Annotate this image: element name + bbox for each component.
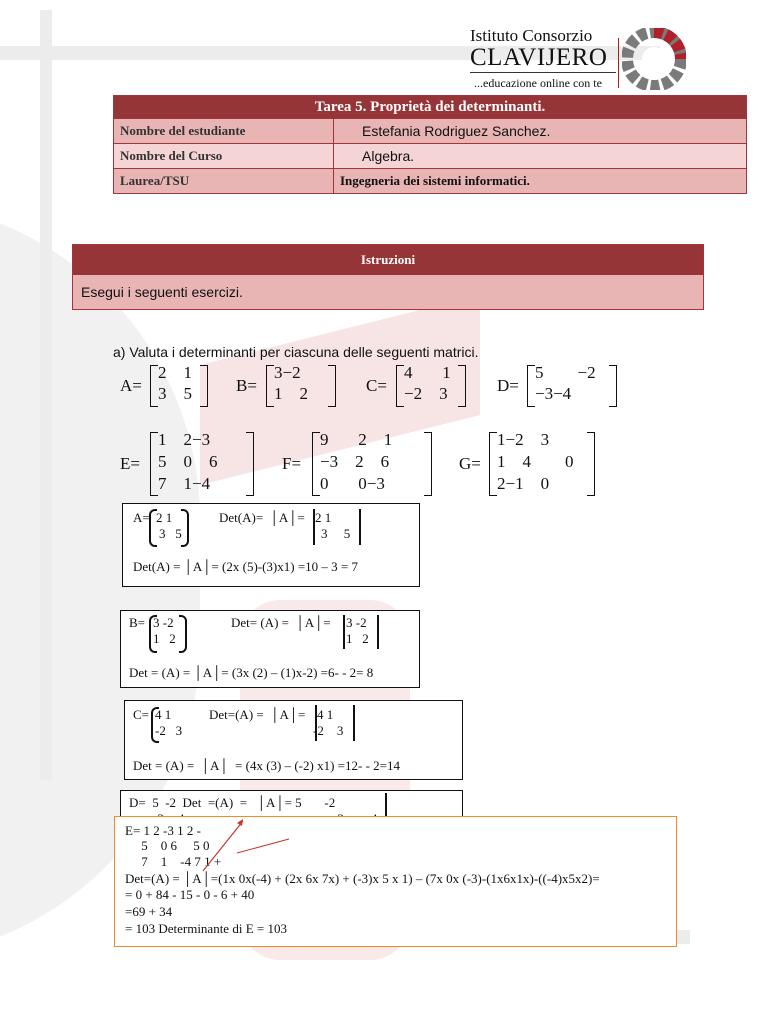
matrix-row: 9 2 1 [320,430,393,449]
answer-text: 4 1 [155,707,172,722]
table-title: Tarea 5. Proprietà dei determinanti. [114,96,747,119]
answer-text: 3 -2 [346,615,367,630]
matrix-label: C= [366,376,387,395]
answer-result: Det(A) = │A│= (2x (5)-(3)x1) =10 – 3 = 7 [133,559,359,574]
matrix-b [236,365,346,407]
answer-text: C= [133,707,150,722]
answer-line: 5 0 6 5 0 [125,838,210,853]
table-row [114,119,747,144]
instructions-body: Esegui i seguenti esercizi. [73,275,703,309]
matrix-row: 0 0−3 [320,474,385,493]
matrix-row: −2 3 [404,384,448,403]
answer-text: 1 2 [153,631,176,646]
matrix-row: 5 −2 [535,363,596,382]
answer-text: A= [133,510,150,525]
logo-divider [618,38,619,88]
matrix-row: −3 2 6 [320,452,390,471]
row-value: Ingegneria dei sistemi informatici. [334,169,747,194]
row-label: Nombre del estudiante [114,119,334,144]
matrix-row: 3 5 [158,384,192,403]
answer-text: 3 -2 [153,615,174,630]
logo-wheel-icon [622,28,686,90]
matrix-label: E= [120,454,140,473]
matrix-a [120,365,220,407]
answer-line: Det=(A) = │A│=(1x 0x(-4) + (2x 6x 7x) + (-3)x 5 x 1) – (7x 0x (-3)-(1x6x1x)-((-4)x5x2)= [125,871,600,886]
matrix-row: −3−4 [535,384,572,403]
answer-box-a [122,503,420,587]
matrix-row: 5 0 6 [158,452,218,471]
matrix-row: 2−1 0 [497,474,550,493]
row-label: Nombre del Curso [114,144,334,169]
answer-line: = 103 Determinante di E = 103 [125,921,287,936]
row-label: Laurea/TSU [114,169,334,194]
matrix-label: G= [459,454,481,473]
answer-text: Det(A)= │A│= [219,510,305,525]
table-row [114,169,747,194]
instructions-header: Istruzioni [73,245,703,275]
answer-line: E= 1 2 -3 1 2 - [125,823,201,838]
answer-box-e [114,816,677,947]
logo-line1: Istituto Consorzio [470,26,593,45]
answer-line: = 0 + 84 - 15 - 0 - 6 + 40 [125,887,255,902]
question-text: a) Valuta i determinanti per ciascuna delle seguenti matrici. [113,344,479,360]
matrix-f [282,432,437,496]
answer-box-b [120,610,420,688]
answer-text: 1 2 [346,631,369,646]
matrix-label: D= [497,376,519,395]
arrow-icon [185,817,325,877]
matrix-label: F= [282,454,302,473]
row-value: Estefania Rodriguez Sanchez. [334,119,747,144]
answer-text: D= 5 -2 Det =(A) = │A│= 5 -2 [129,795,336,810]
logo-name: CLAVIJERO [470,44,608,71]
answer-text: 2 1 [156,510,173,525]
answer-line: =69 + 34 [125,904,173,919]
answer-result: Det = (A) = │A│ = (4x (3) – (-2) x1) =12- - 2=14 [133,758,400,773]
table-row [114,144,747,169]
answer-text: -2 3 [155,723,183,738]
watermark-bar [40,10,52,780]
matrix-label: A= [120,376,142,395]
matrix-row: 1 4 0 [497,452,574,471]
matrix-label: B= [236,376,257,395]
answer-line: 7 1 -4 7 1 + [125,854,222,869]
logo-tagline: ...educazione online con te [474,76,602,90]
matrix-row: 4 1 [404,363,451,382]
matrix-row: 1 2−3 [158,430,211,449]
answer-box-c [124,700,463,780]
matrix-row: 1 2 [274,384,308,403]
answer-text: 2 1 [315,510,332,525]
row-value: Algebra. [334,144,747,169]
answer-result: Det = (A) = │A│= (3x (2) – (1)x-2) =6- - 2= 8 [129,665,374,680]
matrix-row: 7 1−4 [158,474,211,493]
instructions-box [72,244,704,310]
answer-text: Det= (A) = │A│= [231,615,331,630]
matrix-g [459,432,599,496]
matrix-row: 2 1 [158,363,192,382]
answer-text: Det=(A) = │A│= [209,707,306,722]
student-info-table [113,95,747,194]
logo-divider [470,72,616,73]
matrix-c [366,365,476,407]
matrix-d [497,365,622,407]
answer-text: 4 1 [317,707,334,722]
answer-text: -2 3 [313,723,344,738]
matrix-e [120,432,260,496]
matrix-row: 1−2 3 [497,430,550,449]
answer-text: 3 5 [321,526,351,541]
answer-text: 3 5 [159,526,182,541]
matrix-row: 3−2 [274,363,301,382]
answer-text: B= [129,615,146,630]
